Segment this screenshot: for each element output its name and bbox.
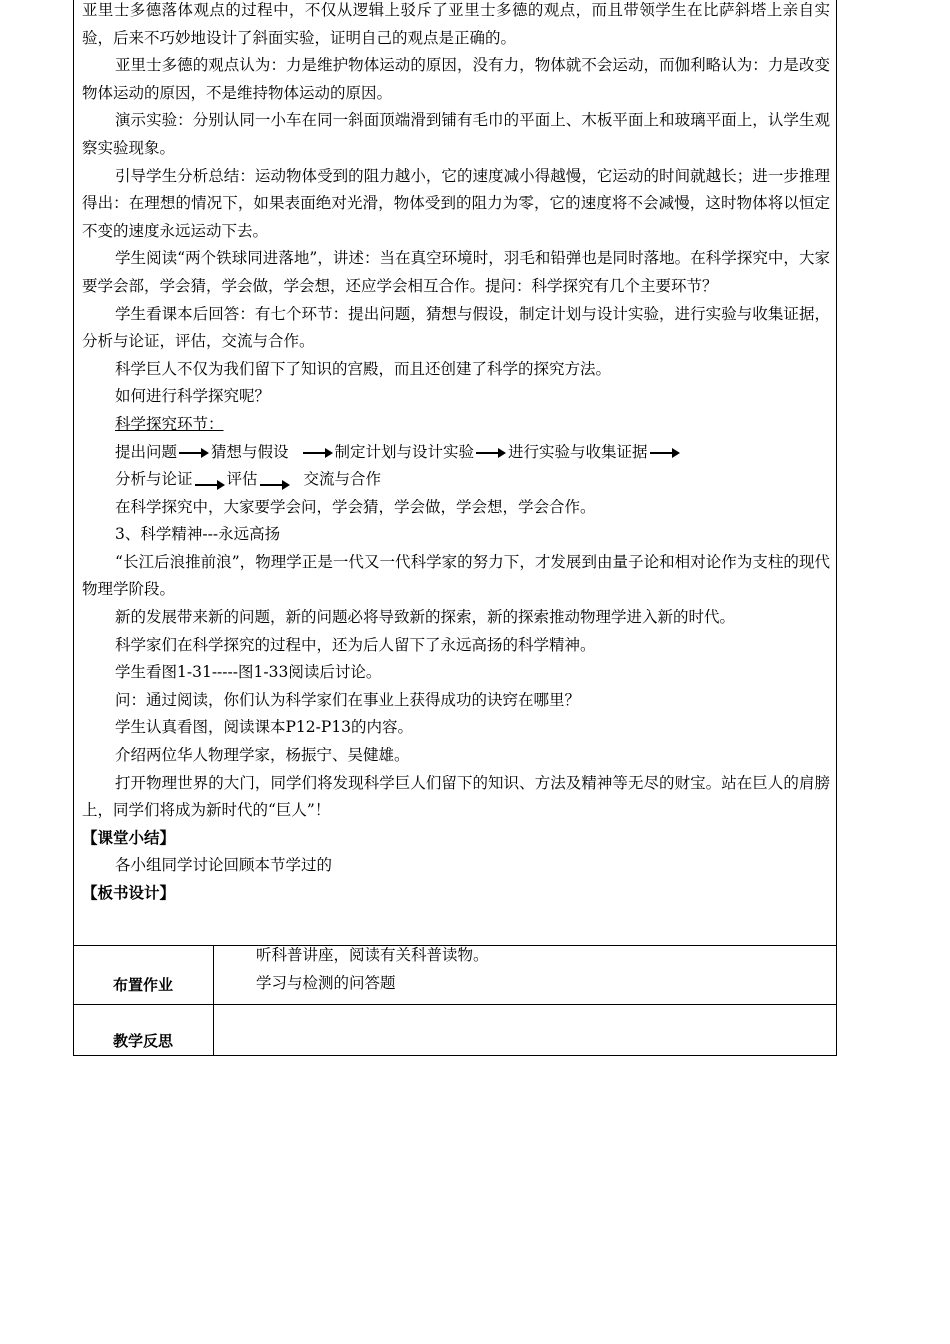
flow-step-experiment-evidence: 进行实验与收集证据 — [508, 442, 648, 461]
paragraph-success-question: 问：通过阅读，你们认为科学家们在事业上获得成功的诀窍在哪里？ — [115, 690, 581, 709]
paragraph-physics-world-door: 打开物理世界的大门，同学们将发现科学巨人们留下的知识、方法及精神等无尽的财宝。站在巨人的肩膀上，同学们将成为新时代的“巨人”！ — [82, 773, 830, 820]
heading-board-design: 【板书设计】 — [82, 884, 176, 902]
paragraph-science-spirit-legacy: 科学家们在科学探究的过程中，还为后人留下了永远高扬的科学精神。 — [115, 635, 596, 654]
flow-arrow-icon — [303, 448, 333, 458]
table-column-divider — [213, 945, 214, 1056]
flow-arrow-icon — [260, 480, 290, 490]
flow-step-communication: 交流与合作 — [303, 470, 382, 489]
paragraph-galileo-logic: 亚里士多德落体观点的过程中，不仅从逻辑上驳斥了亚里士多德的观点，而且带领学生在比萨斜塔上亲自实验，后来不巧妙地设计了斜面实验，证明自己的观点是正确的。 — [82, 1, 830, 47]
flow-arrow-icon — [195, 480, 225, 490]
inquiry-steps-heading — [82, 411, 830, 439]
paragraph-seven-steps-answer: 学生看课本后回答：有七个环节：提出问题，猜想与假设，制定计划与设计实验，进行实验与收集证据，分析与论证，评估，交流与合作。 — [82, 304, 830, 351]
paragraph-demo-experiment: 演示实验：分别认同一小车在同一斜面顶端滑到铺有毛巾的平面上、木板平面上和玻璃平面上，认学生观察实验现象。 — [82, 111, 830, 157]
homework-line-2: 学习与检测的问答题 — [256, 974, 396, 992]
paragraph-chinese-physicists: 介绍两位华人物理学家，杨振宁、吴健雄。 — [115, 746, 410, 765]
paragraph-how-to-inquire: 如何进行科学探究呢？ — [115, 387, 271, 406]
section-heading-science-spirit: 3、科学精神---永远高扬 — [115, 525, 281, 544]
homework-label: 布置作业 — [112, 976, 173, 994]
inquiry-flow-line-2 — [82, 466, 830, 494]
homework-line-1: 听科普讲座，阅读有关科普读物。 — [256, 946, 489, 964]
paragraph-figure-reading: 学生看图1-31-----图1-33阅读后讨论。 — [115, 663, 382, 682]
reflection-label: 教学反思 — [112, 1032, 173, 1050]
paragraph-new-problems: 新的发展带来新的问题，新的问题必将导致新的探索，新的探索推动物理学进入新的时代。 — [115, 608, 736, 627]
paragraph-reading-iron-balls: 学生阅读“两个铁球同进落地”，讲述：当在真空环境时，羽毛和铅弹也是同时落地。在科学探究中，大家要学会部，学会猜，学会做，学会想，还应学会相互合作。提问：科学探究有几个主要环节？ — [82, 249, 830, 295]
flow-step-ask-question: 提出问题 — [115, 442, 178, 461]
flow-arrow-icon — [179, 448, 209, 458]
paragraph-group-review: 各小组同学讨论回顾本节学过的 — [115, 856, 333, 875]
flow-step-evaluation: 评估 — [226, 470, 258, 489]
paragraph-scientific-giants: 科学巨人不仅为我们留下了知识的宫殿，而且还创建了科学的探究方法。 — [115, 359, 612, 378]
flow-arrow-icon — [650, 448, 680, 458]
heading-class-summary: 【课堂小结】 — [82, 828, 176, 847]
table-row-divider — [73, 1004, 837, 1005]
paragraph-textbook-reading: 学生认真看图，阅读课本P12-P13的内容。 — [115, 718, 414, 737]
paragraph-aristotle-view: 亚里士多德的观点认为：力是维护物体运动的原因，没有力，物体就不会运动，而伽利略认为：力是改变物体运动的原因，不是维持物体运动的原因。 — [82, 56, 830, 102]
inquiry-flow-line-1 — [82, 439, 830, 467]
paragraph-learn-to-ask: 在科学探究中，大家要学会问，学会猜，学会做，学会想，学会合作。 — [115, 497, 596, 516]
flow-step-hypothesis: 猜想与假设 — [211, 442, 289, 461]
flow-arrow-icon — [476, 448, 506, 458]
inquiry-steps-heading-text: 科学探究环节： — [115, 414, 224, 433]
lesson-body — [82, 0, 830, 908]
flow-step-analysis: 分析与论证 — [115, 470, 193, 489]
flow-step-plan-design: 制定计划与设计实验 — [334, 442, 475, 461]
paragraph-analysis-summary: 引导学生分析总结：运动物体受到的阻力越小，它的速度减小得越慢，它运动的时间就越长；进一步推理得出：在理想的情况下，如果表面绝对光滑，物体受到的阻力为零，它的速度将不会减慢，这时物体将以恒定不变的速度永远运动下去。 — [82, 166, 830, 240]
paragraph-yangtze-waves: “长江后浪推前浪”，物理学正是一代又一代科学家的努力下，才发展到由量子论和相对论作为支柱的现代物理学阶段。 — [82, 552, 830, 599]
